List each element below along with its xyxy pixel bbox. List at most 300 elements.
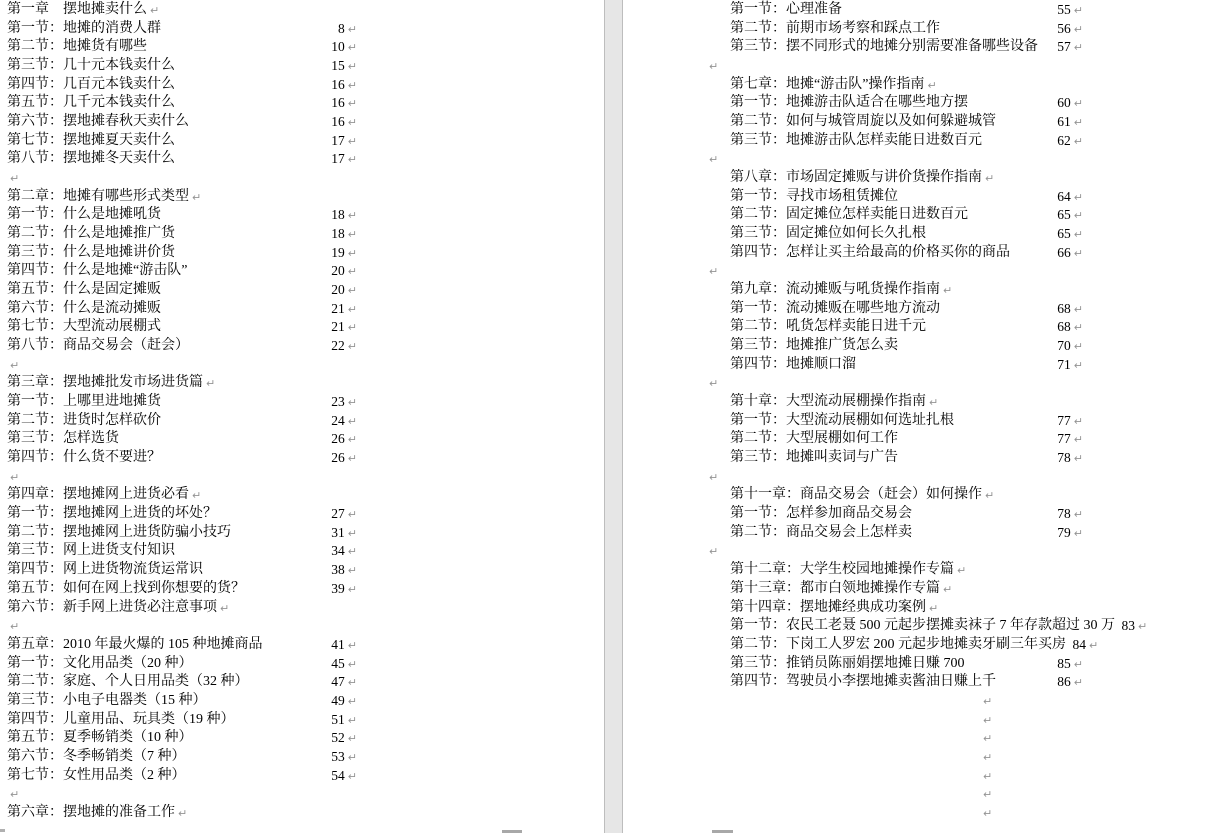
empty-paragraph xyxy=(7,169,357,188)
toc-entry-title: 第四节：什么是地摊“游击队” xyxy=(7,263,188,279)
toc-entry-title: 第五节：如何在网上找到你想要的货？ xyxy=(7,580,245,596)
toc-entry-page-number: 54 xyxy=(331,767,345,783)
toc-heading xyxy=(730,169,1083,188)
toc-entry-title: 第二节：什么是地摊推广货 xyxy=(7,226,175,242)
paragraph-mark-icon: ↵ xyxy=(709,377,719,391)
toc-heading xyxy=(7,1,357,20)
toc-entry-page-number: 79 xyxy=(1057,524,1071,540)
paragraph-mark-icon: ↵ xyxy=(347,676,357,690)
toc-entry-title: 第一节：文化用品类（20 种） xyxy=(7,655,193,671)
paragraph-mark-icon: ↵ xyxy=(347,582,357,596)
toc-heading xyxy=(7,374,357,393)
empty-paragraph xyxy=(980,804,1083,823)
toc-entry-title: 第五节：几千元本钱卖什么 xyxy=(7,95,175,111)
toc-entry-title: 第六节：新手网上进货必注意事项 xyxy=(7,599,217,615)
paragraph-mark-icon: ↵ xyxy=(347,284,357,298)
paragraph-mark-icon: ↵ xyxy=(347,302,357,316)
toc-entry xyxy=(730,94,1083,113)
toc-entry-title: 第三节：固定摊位如何长久扎根 xyxy=(730,226,926,242)
toc-entry xyxy=(7,206,357,225)
toc-heading xyxy=(730,281,1083,300)
toc-entry-title: 第二节：前期市场考察和踩点工作 xyxy=(730,20,940,36)
toc-entry-title: 第六节：冬季畅销类（7 种） xyxy=(7,748,186,764)
paragraph-mark-icon: ↵ xyxy=(1073,246,1083,260)
empty-paragraph xyxy=(706,262,1083,281)
paragraph-mark-icon: ↵ xyxy=(983,732,993,746)
toc-entry xyxy=(7,262,357,281)
toc-entry xyxy=(730,318,1083,337)
toc-entry-page-number: 51 xyxy=(331,711,345,727)
page-gap-divider xyxy=(605,0,623,833)
toc-entry xyxy=(730,505,1083,524)
paragraph-mark-icon: ↵ xyxy=(1073,340,1083,354)
paragraph-mark-icon: ↵ xyxy=(1073,134,1083,148)
paragraph-mark-icon: ↵ xyxy=(10,620,20,634)
paragraph-mark-icon: ↵ xyxy=(347,246,357,260)
toc-entry xyxy=(7,244,357,263)
paragraph-mark-icon: ↵ xyxy=(1073,508,1083,522)
toc-entry-page-number: 31 xyxy=(331,524,345,540)
toc-entry-page-number: 57 xyxy=(1057,39,1071,55)
toc-heading xyxy=(7,599,357,618)
toc-entry xyxy=(730,206,1083,225)
toc-entry-title: 第八节：摆地摊冬天卖什么 xyxy=(7,151,175,167)
paragraph-mark-icon: ↵ xyxy=(983,713,993,727)
toc-entry xyxy=(7,449,357,468)
toc-entry-title: 第二节：固定摊位怎样卖能日进数百元 xyxy=(730,207,968,223)
toc-entry-title: 第三章：摆地摊批发市场进货篇 xyxy=(7,375,203,391)
toc-entry-title: 第七节：大型流动展棚式 xyxy=(7,319,161,335)
toc-entry-page-number: 62 xyxy=(1057,132,1071,148)
toc-entry-page-number: 86 xyxy=(1057,674,1071,690)
toc-heading xyxy=(7,486,357,505)
toc-entry xyxy=(7,393,357,412)
toc-entry xyxy=(730,38,1083,57)
toc-entry-page-number: 21 xyxy=(331,300,345,316)
toc-entry-page-number: 16 xyxy=(331,76,345,92)
toc-entry-title: 第二节：大型展棚如何工作 xyxy=(730,431,898,447)
toc-entry xyxy=(7,281,357,300)
paragraph-mark-icon: ↵ xyxy=(347,340,357,354)
paragraph-mark-icon: ↵ xyxy=(983,694,993,708)
paragraph-mark-icon: ↵ xyxy=(192,190,202,204)
toc-entry-page-number: 77 xyxy=(1057,412,1071,428)
toc-entry xyxy=(730,132,1083,151)
toc-entry-page-number: 23 xyxy=(331,394,345,410)
paragraph-mark-icon: ↵ xyxy=(1089,638,1099,652)
toc-entry xyxy=(7,767,357,786)
toc-entry-title: 第三节：怎样选货 xyxy=(7,431,119,447)
toc-entry xyxy=(7,673,357,692)
paragraph-mark-icon: ↵ xyxy=(709,60,719,74)
toc-entry xyxy=(730,655,1083,674)
toc-entry-page-number: 10 xyxy=(331,39,345,55)
toc-entry xyxy=(7,337,357,356)
toc-entry-title: 第一节：地摊的消费人群 xyxy=(7,20,161,36)
paragraph-mark-icon: ↵ xyxy=(347,526,357,540)
toc-entry-page-number: 83 xyxy=(1121,618,1135,634)
toc-entry-page-number: 77 xyxy=(1057,431,1071,447)
paragraph-mark-icon: ↵ xyxy=(347,508,357,522)
toc-entry xyxy=(730,636,1099,655)
empty-paragraph xyxy=(706,468,1083,487)
toc-entry xyxy=(730,337,1083,356)
toc-entry-title: 第一节：什么是地摊吼货 xyxy=(7,207,161,223)
toc-entry-title: 第二节：商品交易会上怎样卖 xyxy=(730,524,912,540)
paragraph-mark-icon: ↵ xyxy=(1073,228,1083,242)
paragraph-mark-icon: ↵ xyxy=(1073,41,1083,55)
toc-entry-page-number: 16 xyxy=(331,95,345,111)
toc-entry-title: 第二节：吼货怎样卖能日进千元 xyxy=(730,319,926,335)
paragraph-mark-icon: ↵ xyxy=(347,713,357,727)
toc-entry-title: 第八节：商品交易会（赶会） xyxy=(7,338,189,354)
empty-paragraph xyxy=(706,150,1083,169)
toc-entry-page-number: 38 xyxy=(331,562,345,578)
toc-entry xyxy=(7,57,357,76)
toc-entry-page-number: 78 xyxy=(1057,506,1071,522)
paragraph-mark-icon: ↵ xyxy=(1073,657,1083,671)
toc-entry-page-number: 8 xyxy=(338,20,345,36)
toc-heading xyxy=(730,393,1083,412)
paragraph-mark-icon: ↵ xyxy=(10,358,20,372)
paragraph-mark-icon: ↵ xyxy=(347,732,357,746)
paragraph-mark-icon: ↵ xyxy=(709,153,719,167)
toc-entry-title: 第一节：心理准备 xyxy=(730,2,842,17)
toc-entry-title: 第三节：摆不同形式的地摊分别需要准备哪些设备 xyxy=(730,39,1038,55)
toc-entry-page-number: 65 xyxy=(1057,207,1071,223)
paragraph-mark-icon: ↵ xyxy=(709,470,719,484)
toc-heading xyxy=(7,188,357,207)
toc-entry-page-number: 65 xyxy=(1057,226,1071,242)
paragraph-mark-icon: ↵ xyxy=(1073,190,1083,204)
toc-entry-page-number: 55 xyxy=(1057,2,1071,17)
toc-entry-title: 第三节：网上进货支付知识 xyxy=(7,543,175,559)
empty-paragraph xyxy=(706,374,1083,393)
paragraph-mark-icon: ↵ xyxy=(150,4,160,17)
empty-paragraph xyxy=(980,692,1083,711)
paragraph-mark-icon: ↵ xyxy=(929,601,939,615)
paragraph-mark-icon: ↵ xyxy=(10,788,20,802)
paragraph-mark-icon: ↵ xyxy=(347,396,357,410)
toc-entry-title: 第一节：地摊游击队适合在哪些地方摆 xyxy=(730,95,968,111)
toc-entry-page-number: 16 xyxy=(331,114,345,130)
toc-entry-title: 第三节：几十元本钱卖什么 xyxy=(7,58,175,74)
toc-entry-page-number: 26 xyxy=(331,450,345,466)
toc-entry xyxy=(7,748,357,767)
paragraph-mark-icon: ↵ xyxy=(192,489,202,503)
toc-entry xyxy=(7,225,357,244)
toc-entry-title: 第二节：地摊货有哪些 xyxy=(7,39,147,55)
paragraph-mark-icon: ↵ xyxy=(927,78,937,92)
toc-entry-title: 第二节：进货时怎样砍价 xyxy=(7,412,161,428)
empty-paragraph xyxy=(980,767,1083,786)
toc-entry-page-number: 17 xyxy=(331,151,345,167)
toc-entry-title: 第二节：如何与城管周旋以及如何躲避城管 xyxy=(730,114,996,130)
paragraph-mark-icon: ↵ xyxy=(943,582,953,596)
toc-entry-title: 第十二章：大学生校园地摊操作专篇 xyxy=(730,562,954,578)
toc-heading xyxy=(730,580,1083,599)
paragraph-mark-icon: ↵ xyxy=(347,769,357,783)
toc-entry xyxy=(7,132,357,151)
paragraph-mark-icon: ↵ xyxy=(1073,4,1083,17)
paragraph-mark-icon: ↵ xyxy=(983,806,993,820)
toc-entry xyxy=(7,636,357,655)
paragraph-mark-icon: ↵ xyxy=(10,470,20,484)
toc-entry xyxy=(7,38,357,57)
paragraph-mark-icon: ↵ xyxy=(1073,358,1083,372)
toc-entry xyxy=(730,225,1083,244)
paragraph-mark-icon: ↵ xyxy=(347,78,357,92)
empty-paragraph xyxy=(980,785,1083,804)
toc-entry-page-number: 84 xyxy=(1072,636,1086,652)
toc-entry-title: 第四节：驾驶员小李摆地摊卖酱油日赚上千 xyxy=(730,674,996,690)
toc-entry xyxy=(7,542,357,561)
toc-entry-title: 第二节：家庭、个人日用品类（32 种） xyxy=(7,674,249,690)
toc-entry-title: 第四章：摆地摊网上进货必看 xyxy=(7,487,189,503)
toc-entry-title: 第五节：夏季畅销类（10 种） xyxy=(7,730,193,746)
toc-entry-title: 第四节：网上进货物流货运常识 xyxy=(7,562,203,578)
toc-entry xyxy=(7,20,357,39)
toc-entry-page-number: 27 xyxy=(331,506,345,522)
toc-entry xyxy=(730,244,1083,263)
toc-entry-page-number: 85 xyxy=(1057,655,1071,671)
toc-heading xyxy=(730,599,1083,618)
paragraph-mark-icon: ↵ xyxy=(1073,22,1083,36)
paragraph-mark-icon: ↵ xyxy=(347,657,357,671)
toc-entry-page-number: 49 xyxy=(331,692,345,708)
page-2 xyxy=(623,0,1217,833)
empty-paragraph xyxy=(7,785,357,804)
paragraph-mark-icon: ↵ xyxy=(1073,526,1083,540)
toc-entry xyxy=(730,1,1083,20)
page-1-content xyxy=(7,1,357,823)
toc-entry-page-number: 78 xyxy=(1057,450,1071,466)
empty-paragraph xyxy=(980,711,1083,730)
toc-entry-page-number: 18 xyxy=(331,226,345,242)
toc-entry-title: 第二节：下岗工人罗宏 200 元起步地摊卖牙刷三年买房 xyxy=(730,636,1066,652)
paragraph-mark-icon: ↵ xyxy=(347,414,357,428)
toc-entry-title: 第一章 摆地摊卖什么 xyxy=(7,2,147,17)
paragraph-mark-icon: ↵ xyxy=(1138,620,1148,634)
toc-entry-page-number: 24 xyxy=(331,412,345,428)
toc-heading xyxy=(7,804,357,823)
toc-entry-title: 第一节：农民工老聂 500 元起步摆摊卖袜子 7 年存款超过 30 万 xyxy=(730,618,1115,634)
toc-entry-title: 第四节：地摊顺口溜 xyxy=(730,356,856,372)
toc-entry-page-number: 52 xyxy=(331,730,345,746)
page-1 xyxy=(0,0,605,833)
toc-entry-title: 第五章：2010 年最火爆的 105 种地摊商品 xyxy=(7,636,263,652)
paragraph-mark-icon: ↵ xyxy=(1073,97,1083,111)
toc-entry-page-number: 39 xyxy=(331,580,345,596)
toc-entry-title: 第九章：流动摊贩与吼货操作指南 xyxy=(730,282,940,298)
paragraph-mark-icon: ↵ xyxy=(943,284,953,298)
empty-paragraph xyxy=(706,542,1083,561)
page-2-content xyxy=(709,1,1148,823)
empty-paragraph xyxy=(7,617,357,636)
paragraph-mark-icon: ↵ xyxy=(1073,321,1083,335)
toc-entry-title: 第四节：怎样让买主给最高的价格买你的商品 xyxy=(730,244,1010,260)
toc-entry xyxy=(7,711,357,730)
toc-entry-page-number: 15 xyxy=(331,58,345,74)
toc-entry-title: 第二节：摆地摊网上进货防骗小技巧 xyxy=(7,524,231,540)
paragraph-mark-icon: ↵ xyxy=(985,489,995,503)
toc-entry-page-number: 22 xyxy=(331,338,345,354)
toc-entry-page-number: 60 xyxy=(1057,95,1071,111)
paragraph-mark-icon: ↵ xyxy=(929,396,939,410)
toc-heading xyxy=(730,486,1083,505)
paragraph-mark-icon: ↵ xyxy=(347,750,357,764)
paragraph-mark-icon: ↵ xyxy=(1073,676,1083,690)
toc-entry xyxy=(7,150,357,169)
toc-entry-title: 第三节：地摊推广货怎么卖 xyxy=(730,338,898,354)
toc-entry-title: 第三节：推销员陈丽娟摆地摊日赚 700 xyxy=(730,655,965,671)
paragraph-mark-icon: ↵ xyxy=(220,601,230,615)
paragraph-mark-icon: ↵ xyxy=(1073,116,1083,130)
paragraph-mark-icon: ↵ xyxy=(1073,209,1083,223)
toc-entry-title: 第三节：什么是地摊讲价货 xyxy=(7,244,175,260)
paragraph-mark-icon: ↵ xyxy=(983,750,993,764)
paragraph-mark-icon: ↵ xyxy=(347,694,357,708)
paragraph-mark-icon: ↵ xyxy=(347,564,357,578)
toc-entry-title: 第十三章：都市白领地摊操作专篇 xyxy=(730,580,940,596)
paragraph-mark-icon: ↵ xyxy=(347,638,357,652)
toc-entry xyxy=(7,692,357,711)
toc-entry-title: 第三节：小电子电器类（15 种） xyxy=(7,692,207,708)
paragraph-mark-icon: ↵ xyxy=(1073,302,1083,316)
toc-entry-page-number: 53 xyxy=(331,748,345,764)
toc-entry-title: 第二章：地摊有哪些形式类型 xyxy=(7,188,189,204)
toc-entry xyxy=(7,524,357,543)
toc-entry-page-number: 26 xyxy=(331,431,345,447)
paragraph-mark-icon: ↵ xyxy=(1073,452,1083,466)
toc-entry-title: 第六章：摆地摊的准备工作 xyxy=(7,804,175,820)
toc-entry xyxy=(7,94,357,113)
toc-entry-page-number: 45 xyxy=(331,655,345,671)
toc-entry-page-number: 41 xyxy=(331,636,345,652)
toc-entry-title: 第三节：地摊游击队怎样卖能日进数百元 xyxy=(730,132,982,148)
toc-entry xyxy=(730,430,1083,449)
toc-entry-page-number: 21 xyxy=(331,319,345,335)
empty-paragraph xyxy=(7,356,357,375)
paragraph-mark-icon: ↵ xyxy=(347,97,357,111)
toc-entry-page-number: 47 xyxy=(331,674,345,690)
paragraph-mark-icon: ↵ xyxy=(347,545,357,559)
toc-entry xyxy=(7,655,357,674)
toc-entry-page-number: 68 xyxy=(1057,319,1071,335)
toc-entry-page-number: 64 xyxy=(1057,188,1071,204)
toc-entry-title: 第一节：摆地摊网上进货的坏处？ xyxy=(7,506,217,522)
toc-entry-title: 第七章：地摊“游击队”操作指南 xyxy=(730,76,925,92)
empty-paragraph xyxy=(706,57,1083,76)
toc-entry xyxy=(7,113,357,132)
paragraph-mark-icon: ↵ xyxy=(347,452,357,466)
toc-entry-title: 第十章：大型流动展棚操作指南 xyxy=(730,394,926,410)
toc-entry-title: 第三节：地摊叫卖词与广告 xyxy=(730,450,898,466)
paragraph-mark-icon: ↵ xyxy=(709,265,719,279)
empty-paragraph xyxy=(980,748,1083,767)
paragraph-mark-icon: ↵ xyxy=(206,377,216,391)
paragraph-mark-icon: ↵ xyxy=(709,545,719,559)
paragraph-mark-icon: ↵ xyxy=(347,41,357,55)
toc-entry-title: 第四节：什么货不要进？ xyxy=(7,450,161,466)
toc-entry-title: 第十四章：摆地摊经典成功案例 xyxy=(730,599,926,615)
empty-paragraph xyxy=(7,468,357,487)
toc-entry xyxy=(7,300,357,319)
paragraph-mark-icon: ↵ xyxy=(347,153,357,167)
paragraph-mark-icon: ↵ xyxy=(1073,414,1083,428)
toc-entry-page-number: 71 xyxy=(1057,356,1071,372)
bottom-edge-fragment xyxy=(0,829,5,832)
toc-entry-title: 第一节：寻找市场租赁摊位 xyxy=(730,188,898,204)
toc-entry xyxy=(7,561,357,580)
toc-entry-title: 第六节：摆地摊春秋天卖什么 xyxy=(7,114,189,130)
paragraph-mark-icon: ↵ xyxy=(347,265,357,279)
toc-entry xyxy=(730,412,1083,431)
paragraph-mark-icon: ↵ xyxy=(347,22,357,36)
paragraph-mark-icon: ↵ xyxy=(178,806,188,820)
toc-heading xyxy=(730,561,1083,580)
toc-entry xyxy=(7,412,357,431)
toc-entry xyxy=(730,524,1083,543)
toc-entry-title: 第六节：什么是流动摊贩 xyxy=(7,300,161,316)
toc-entry-page-number: 56 xyxy=(1057,20,1071,36)
toc-entry-title: 第七节：女性用品类（2 种） xyxy=(7,767,186,783)
toc-entry xyxy=(730,356,1083,375)
paragraph-mark-icon: ↵ xyxy=(347,134,357,148)
toc-entry-title: 第一节：上哪里进地摊货 xyxy=(7,394,161,410)
paragraph-mark-icon: ↵ xyxy=(10,172,20,186)
toc-entry-page-number: 17 xyxy=(331,132,345,148)
toc-entry-title: 第十一章：商品交易会（赶会）如何操作 xyxy=(730,487,982,503)
empty-paragraph xyxy=(980,729,1083,748)
toc-entry-title: 第七节：摆地摊夏天卖什么 xyxy=(7,132,175,148)
toc-entry xyxy=(7,430,357,449)
toc-entry xyxy=(7,76,357,95)
toc-entry xyxy=(730,113,1083,132)
toc-entry xyxy=(7,580,357,599)
toc-entry xyxy=(730,188,1083,207)
toc-entry xyxy=(7,729,357,748)
toc-entry-page-number: 70 xyxy=(1057,338,1071,354)
toc-entry-title: 第一节：怎样参加商品交易会 xyxy=(730,506,912,522)
toc-entry xyxy=(730,300,1083,319)
toc-entry xyxy=(730,617,1148,636)
toc-entry-page-number: 68 xyxy=(1057,300,1071,316)
paragraph-mark-icon: ↵ xyxy=(983,788,993,802)
toc-entry-title: 第八章：市场固定摊贩与讲价货操作指南 xyxy=(730,170,982,186)
toc-entry-page-number: 66 xyxy=(1057,244,1071,260)
paragraph-mark-icon: ↵ xyxy=(347,433,357,447)
toc-entry-title: 第一节：大型流动展棚如何选址扎根 xyxy=(730,412,954,428)
toc-entry-title: 第一节：流动摊贩在哪些地方流动 xyxy=(730,300,940,316)
toc-entry-title: 第四节：几百元本钱卖什么 xyxy=(7,76,175,92)
paragraph-mark-icon: ↵ xyxy=(1073,433,1083,447)
toc-entry-page-number: 34 xyxy=(331,543,345,559)
toc-entry xyxy=(7,318,357,337)
toc-heading xyxy=(730,76,1083,95)
paragraph-mark-icon: ↵ xyxy=(957,564,967,578)
paragraph-mark-icon: ↵ xyxy=(985,172,995,186)
paragraph-mark-icon: ↵ xyxy=(347,228,357,242)
paragraph-mark-icon: ↵ xyxy=(347,209,357,223)
paragraph-mark-icon: ↵ xyxy=(347,321,357,335)
toc-entry xyxy=(7,505,357,524)
toc-entry xyxy=(730,449,1083,468)
toc-entry-page-number: 61 xyxy=(1057,114,1071,130)
toc-entry xyxy=(730,20,1083,39)
paragraph-mark-icon: ↵ xyxy=(347,60,357,74)
toc-entry-page-number: 20 xyxy=(331,263,345,279)
